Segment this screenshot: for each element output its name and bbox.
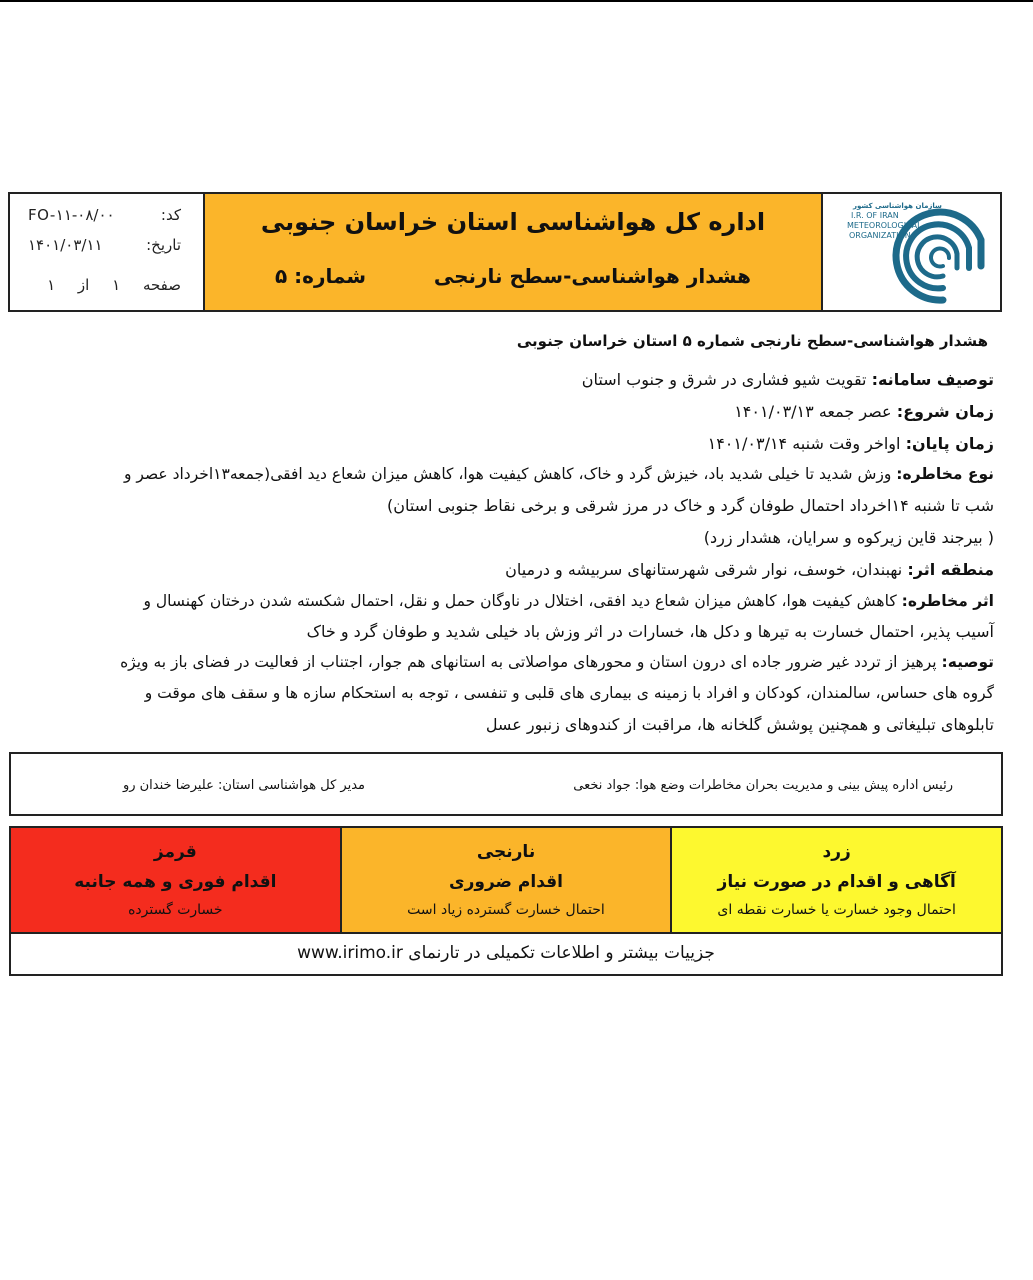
warning-level-title: هشدار هواشناسی-سطح نارنجی: [433, 264, 751, 288]
end-label: زمان پایان:: [905, 434, 994, 453]
website-footer: جزییات بیشتر و اطلاعات تکمیلی در تارنمای www.irimo.ir: [9, 932, 1003, 976]
hazard-type-line2: [387, 496, 994, 515]
document-meta: [10, 194, 205, 310]
level-yellow-name: زرد: [822, 842, 851, 862]
advice-text-1: پرهیز از تردد غیر ضرور جاده ای درون استان و محورهای مواصلاتی به استانهای هم جوار، اجتناب از فعالیت در فضای باز به ویژه: [120, 653, 937, 671]
level-yellow-desc: احتمال وجود خسارت یا خسارت نقطه ای: [717, 902, 956, 918]
level-yellow: [672, 828, 1001, 932]
forecast-head-signature: رئیس اداره پیش بینی و مدیریت بحران مخاطرات وضع هوا: جواد نخعی: [573, 778, 953, 793]
hazard-type-line1: [18, 465, 994, 483]
advice-text-2: گروه های حساس، سالمندان، کودکان و افراد با زمینه ی بیماری های قلبی و تنفسی ، توجه به استحکام سازه ها و سقف های موقت و: [144, 684, 994, 702]
header-title-panel: [205, 194, 823, 310]
logo-text-fa: سازمان هواشناسی کشور: [853, 202, 942, 210]
date-value: ۱۴۰۱/۰۳/۱۱: [28, 236, 103, 254]
advice-line3: [486, 715, 994, 734]
level-red-name: قرمز: [153, 842, 197, 862]
advice-label: توصیه:: [941, 653, 994, 671]
hazard-impact-line1: [143, 592, 994, 610]
director-signature: مدیر کل هواشناسی استان: علیرضا خندان رو: [122, 778, 365, 793]
logo-text-en-3: ORGANIZATION: [849, 231, 911, 240]
level-orange: [342, 828, 673, 932]
start-value: عصر جمعه ۱۴۰۱/۰۳/۱۳: [734, 402, 892, 421]
advice-line2: [145, 684, 994, 702]
top-border-line: [0, 0, 1033, 2]
impact-area: [505, 560, 994, 579]
hazard-text-2: شب تا شنبه ۱۴اخرداد احتمال طوفان گرد و خاک در مرز شرقی و برخی نقاط جنوبی استان): [386, 496, 994, 515]
hazard-text-3: ( بیرجند قاین زیرکوه و سرایان، هشدار زرد): [703, 528, 994, 547]
level-orange-action: اقدام ضروری: [449, 872, 563, 892]
code-value: FO-۱۱-۰۸/۰۰: [28, 206, 115, 224]
end-value: اواخر وقت شنبه ۱۴۰۱/۰۳/۱۴: [707, 434, 901, 453]
system-label: توصیف سامانه:: [871, 370, 994, 389]
warning-body: [18, 326, 994, 746]
level-red-action: اقدام فوری و همه جانبه: [74, 872, 277, 892]
irimo-logo-icon: [845, 196, 995, 308]
system-value: تقویت شیو فشاری در شرق و جنوب استان: [581, 370, 867, 389]
level-yellow-action: آگاهی و اقدام در صورت نیاز: [717, 872, 956, 892]
signature-box: [9, 752, 1003, 816]
document-header: [8, 192, 1002, 312]
impact-text-1: کاهش کیفیت هوا، کاهش میزان شعاع دید افقی، اختلال در ناوگان حمل و نقل، احتمال شکسته شدن درختان کهنسال و: [143, 592, 897, 610]
level-orange-desc: احتمال خسارت گسترده زیاد است: [407, 902, 605, 918]
impact-text-2: آسیب پذیر، احتمال خسارت به تیرها و دکل ها، خسارات در اثر وزش باد خیلی شدید و طوفان گرد و خاک: [306, 622, 994, 641]
office-title: اداره کل هواشناسی استان خراسان جنوبی: [260, 208, 766, 236]
hazard-type-line3: [704, 528, 994, 547]
area-label: منطقه اثر:: [907, 560, 994, 579]
impact-label: اثر مخاطره:: [901, 592, 994, 610]
date-label: تاریخ:: [146, 236, 181, 254]
body-heading-text: هشدار هواشناسی-سطح نارنجی شماره ۵ استان خراسان جنوبی: [516, 332, 988, 350]
warning-levels-legend: [9, 826, 1003, 934]
page-info: صفحه ۱ از ۱: [47, 276, 181, 294]
advice-line1: [120, 653, 994, 671]
logo-panel: [823, 194, 1000, 310]
hazard-text-1: وزش شدید تا خیلی شدید باد، خیزش گرد و خاک، کاهش کیفیت هوا، کاهش میزان شعاع دید افقی(جمعه۱۳اخرداد عصر و: [124, 465, 892, 483]
start-time: [734, 402, 994, 421]
code-label: کد:: [160, 206, 181, 224]
start-label: زمان شروع:: [896, 402, 994, 421]
end-time: [708, 434, 994, 453]
code-row: [28, 206, 181, 228]
hazard-impact-line2: [307, 622, 994, 641]
advice-text-3: تابلوهای تبلیغاتی و همچنین پوشش گلخانه ها، مراقبت از کندوهای زنبور عسل: [485, 715, 994, 734]
level-red-desc: خسارت گسترده: [128, 902, 223, 918]
logo-text-en-1: I.R. OF IRAN: [851, 211, 899, 220]
date-row: [28, 236, 181, 258]
area-value: نهبندان، خوسف، نوار شرقی شهرستانهای سربیشه و درمیان: [505, 560, 903, 579]
page-row: [28, 276, 181, 298]
body-heading: [517, 332, 988, 350]
warning-number: شماره: ۵: [275, 264, 367, 288]
logo-text-en-2: METEOROLOGICAL: [847, 221, 922, 230]
level-orange-name: نارنجی: [476, 842, 536, 862]
hazard-label: نوع مخاطره:: [896, 465, 994, 483]
system-description: [582, 370, 994, 389]
level-red: [11, 828, 342, 932]
